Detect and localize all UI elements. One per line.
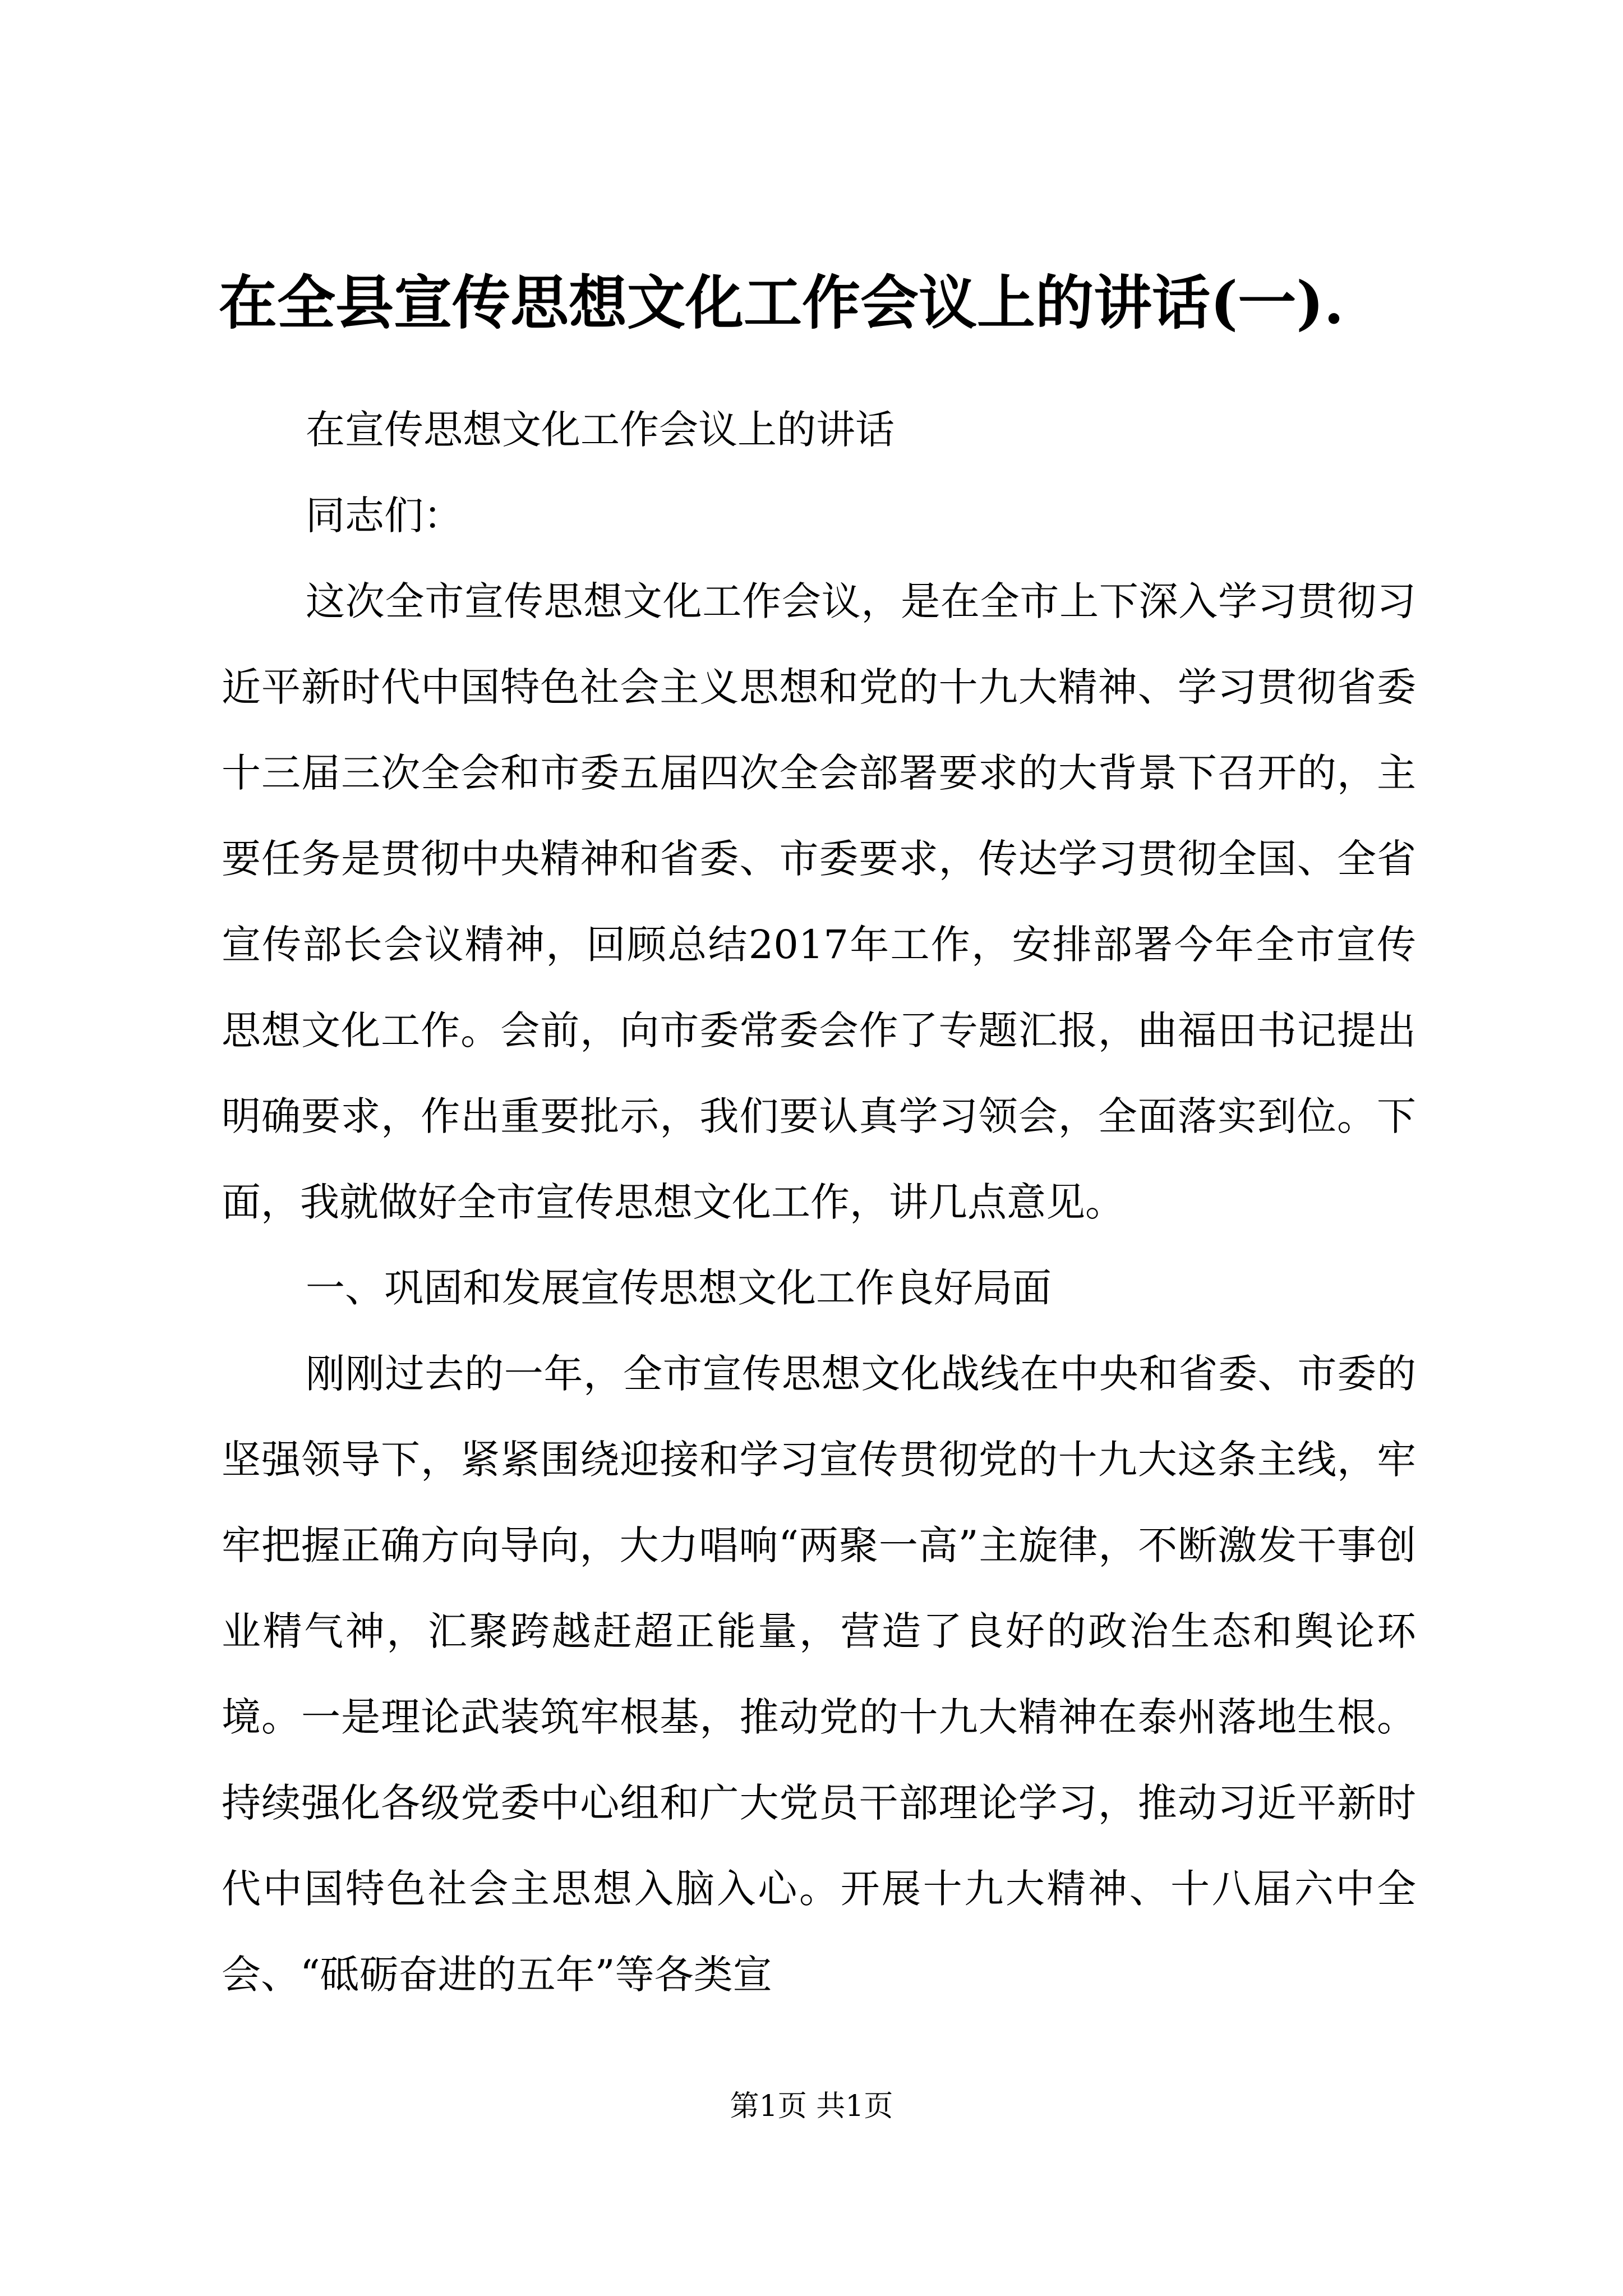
speech-subtitle: 在宣传思想文化工作会议上的讲话 [306, 407, 895, 453]
salutation: 同志们： [306, 493, 463, 539]
page-number-footer: 第1页 共1页 [730, 2090, 893, 2123]
document-title: 在全县宣传思想文化工作会议上的讲话(一). [219, 268, 1344, 337]
section-heading-1: 一、巩固和发展宣传思想文化工作良好局面 [306, 1265, 1052, 1311]
document-body [222, 387, 1416, 2018]
paragraph-intro: 这次全市宣传思想文化工作会议，是在全市上下深入学习贯彻习近平新时代中国特色社会主义思想和党的十九大精神、学习贯彻省委十三届三次全会和市委五届四次全会部署要求的大背景下召开的，主要任务是贯彻中央精神和省委、市委要求，传达学习贯彻全国、全省宣传部长会议精神，回顾总结2017年工作，安排部署今年全市宣传思想文化工作。会前，向市委常委会作了专题汇报，曲福田书记提出明确要求，作出重要批示，我们要认真学习领会，全面落实到位。下面，我就做好全市宣传思想文化工作，讲几点意见。 [222, 578, 1416, 1225]
paragraph-review: 刚刚过去的一年，全市宣传思想文化战线在中央和省委、市委的坚强领导下，紧紧围绕迎接和学习宣传贯彻党的十九大这条主线，牢牢把握正确方向导向，大力唱响“两聚一高”主旋律，不断激发干事创业精气神，汇聚跨越赶超正能量，营造了良好的政治生态和舆论环境。一是理论武装筑牢根基，推动党的十九大精神在泰州落地生根。持续强化各级党委中心组和广大党员干部理论学习，推动习近平新时代中国特色社会主思想入脑入心。开展十九大精神、十八届六中全会、“砥砺奋进的五年”等各类宣 [222, 1351, 1416, 1998]
